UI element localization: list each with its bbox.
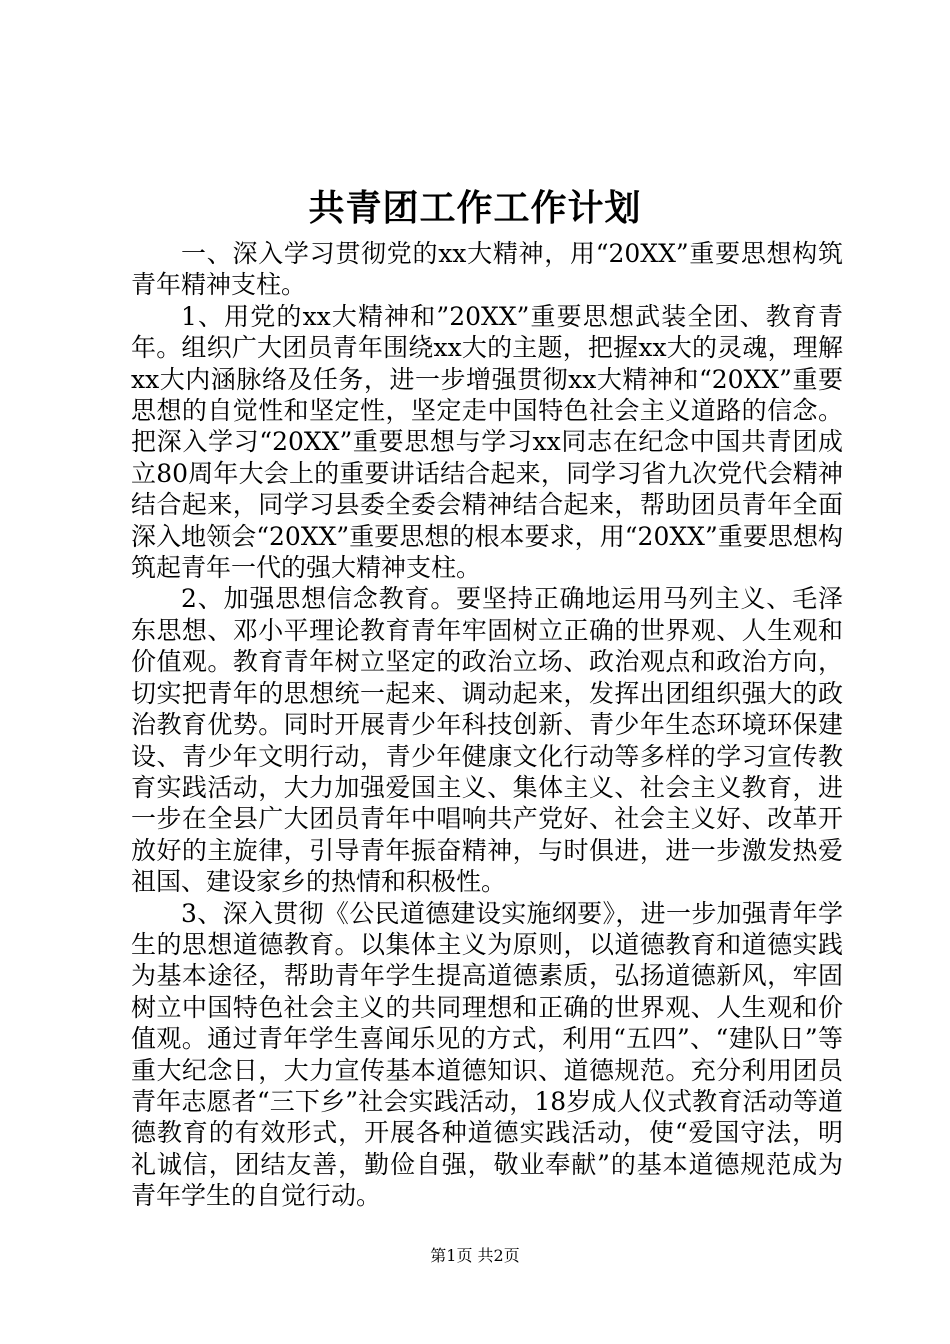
section-heading-1: 一、深入学习贯彻党的xx大精神，用“20XX”重要思想构筑青年精神支柱。: [131, 239, 843, 300]
paragraph-item-1: 1、用党的xx大精神和”20XX”重要思想武装全团、教育青年。组织广大团员青年围绕xx大的主题，把握xx大的灵魂，理解xx大内涵脉络及任务，进一步增强贯彻xx大精神和“20XX”重要思想的自觉性和坚定性，坚定走中国特色社会主义道路的信念。把深入学习“20XX”重要思想与学习xx同志在纪念中国共青团成立80周年大会上的重要讲话结合起来，同学习省九次党代会精神结合起来，同学习县委全委会精神结合起来，帮助团员青年全面深入地领会“20XX”重要思想的根本要求，用“20XX”重要思想构筑起青年一代的强大精神支柱。: [131, 301, 843, 583]
paragraph-item-3: 3、深入贯彻《公民道德建设实施纲要》，进一步加强青年学生的思想道德教育。以集体主义为原则，以道德教育和道德实践为基本途径，帮助青年学生提高道德素质，弘扬道德新风，牢固树立中国特色社会主义的共同理想和正确的世界观、人生观和价值观。通过青年学生喜闻乐见的方式，利用“五四”、“建队日”等重大纪念日，大力宣传基本道德知识、道德规范。充分利用团员青年志愿者“三下乡”社会实践活动，18岁成人仪式教育活动等道德教育的有效形式，开展各种道德实践活动，使“爱国守法，明礼诚信，团结友善，勤俭自强，敬业奉献”的基本道德规范成为青年学生的自觉行动。: [131, 898, 843, 1211]
document-title: 共青团工作工作计划: [308, 187, 642, 229]
page-number-footer: 第1页 共2页: [430, 1246, 520, 1265]
document-body: [131, 238, 843, 1212]
paragraph-item-2: 2、加强思想信念教育。要坚持正确地运用马列主义、毛泽东思想、邓小平理论教育青年牢固树立正确的世界观、人生观和价值观。教育青年树立坚定的政治立场、政治观点和政治方向，切实把青年的思想统一起来、调动起来，发挥出团组织强大的政治教育优势。同时开展青少年科技创新、青少年生态环境环保建设、青少年文明行动，青少年健康文化行动等多样的学习宣传教育实践活动，大力加强爱国主义、集体主义、社会主义教育，进一步在全县广大团员青年中唱响共产党好、社会主义好、改革开放好的主旋律，引导青年振奋精神，与时俱进，进一步激发热爱祖国、建设家乡的热情和积极性。: [131, 584, 843, 897]
